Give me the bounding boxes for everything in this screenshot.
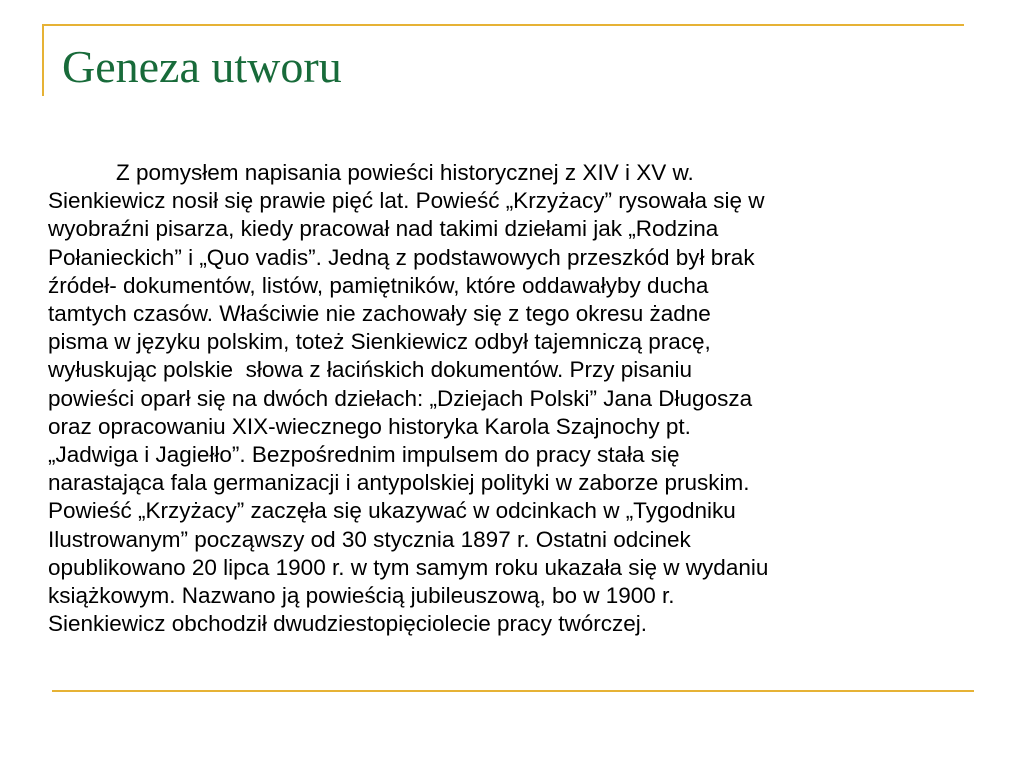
body-line: Powieść „Krzyżacy” zaczęła się ukazywać w odcinkach w „Tygodniku	[48, 498, 736, 524]
body-line: opublikowano 20 lipca 1900 r. w tym samym roku ukazała się w wydaniu	[48, 554, 769, 580]
body-line: książkowym. Nazwano ją powieścią jubileuszową, bo w 1900 r.	[48, 583, 675, 609]
accent-line-bottom	[52, 690, 974, 692]
accent-line-left	[42, 24, 44, 96]
body-line: pisma w języku polskim, toteż Sienkiewicz odbył tajemniczą pracę,	[48, 329, 711, 355]
accent-line-top	[42, 24, 964, 26]
body-line: Połanieckich” i „Quo vadis”. Jedną z podstawowych przeszkód był brak	[48, 244, 755, 270]
body-line: tamtych czasów. Właściwie nie zachowały się z tego okresu żadne	[48, 301, 711, 327]
body-line: wyobraźni pisarza, kiedy pracował nad takimi dziełami jak „Rodzina	[48, 216, 719, 242]
body-line: Sienkiewicz nosił się prawie pięć lat. Powieść „Krzyżacy” rysowała się w	[48, 188, 765, 214]
body-line: Ilustrowanym” począwszy od 30 stycznia 1897 r. Ostatni odcinek	[48, 526, 691, 552]
body-line: źródeł- dokumentów, listów, pamiętników, które oddawałyby ducha	[48, 272, 709, 298]
body-line: powieści oparł się na dwóch dziełach: „Dziejach Polski” Jana Długosza	[48, 385, 753, 411]
body-line: narastająca fala germanizacji i antypolskiej polityki w zaborze pruskim.	[48, 470, 750, 496]
slide-body	[48, 159, 1008, 638]
body-line: Sienkiewicz obchodził dwudziestopięciolecie pracy twórczej.	[48, 611, 648, 637]
body-line: „Jadwiga i Jagiełło”. Bezpośrednim impulsem do pracy stała się	[48, 442, 680, 468]
body-line: wyłuskując polskie słowa z łacińskich dokumentów. Przy pisaniu	[48, 357, 693, 383]
slide-title: Geneza utworu	[62, 41, 342, 92]
body-line: oraz opracowaniu XIX-wiecznego historyka Karola Szajnochy pt.	[48, 413, 691, 439]
body-line: Z pomysłem napisania powieści historycznej z XIV i XV w.	[116, 160, 694, 185]
